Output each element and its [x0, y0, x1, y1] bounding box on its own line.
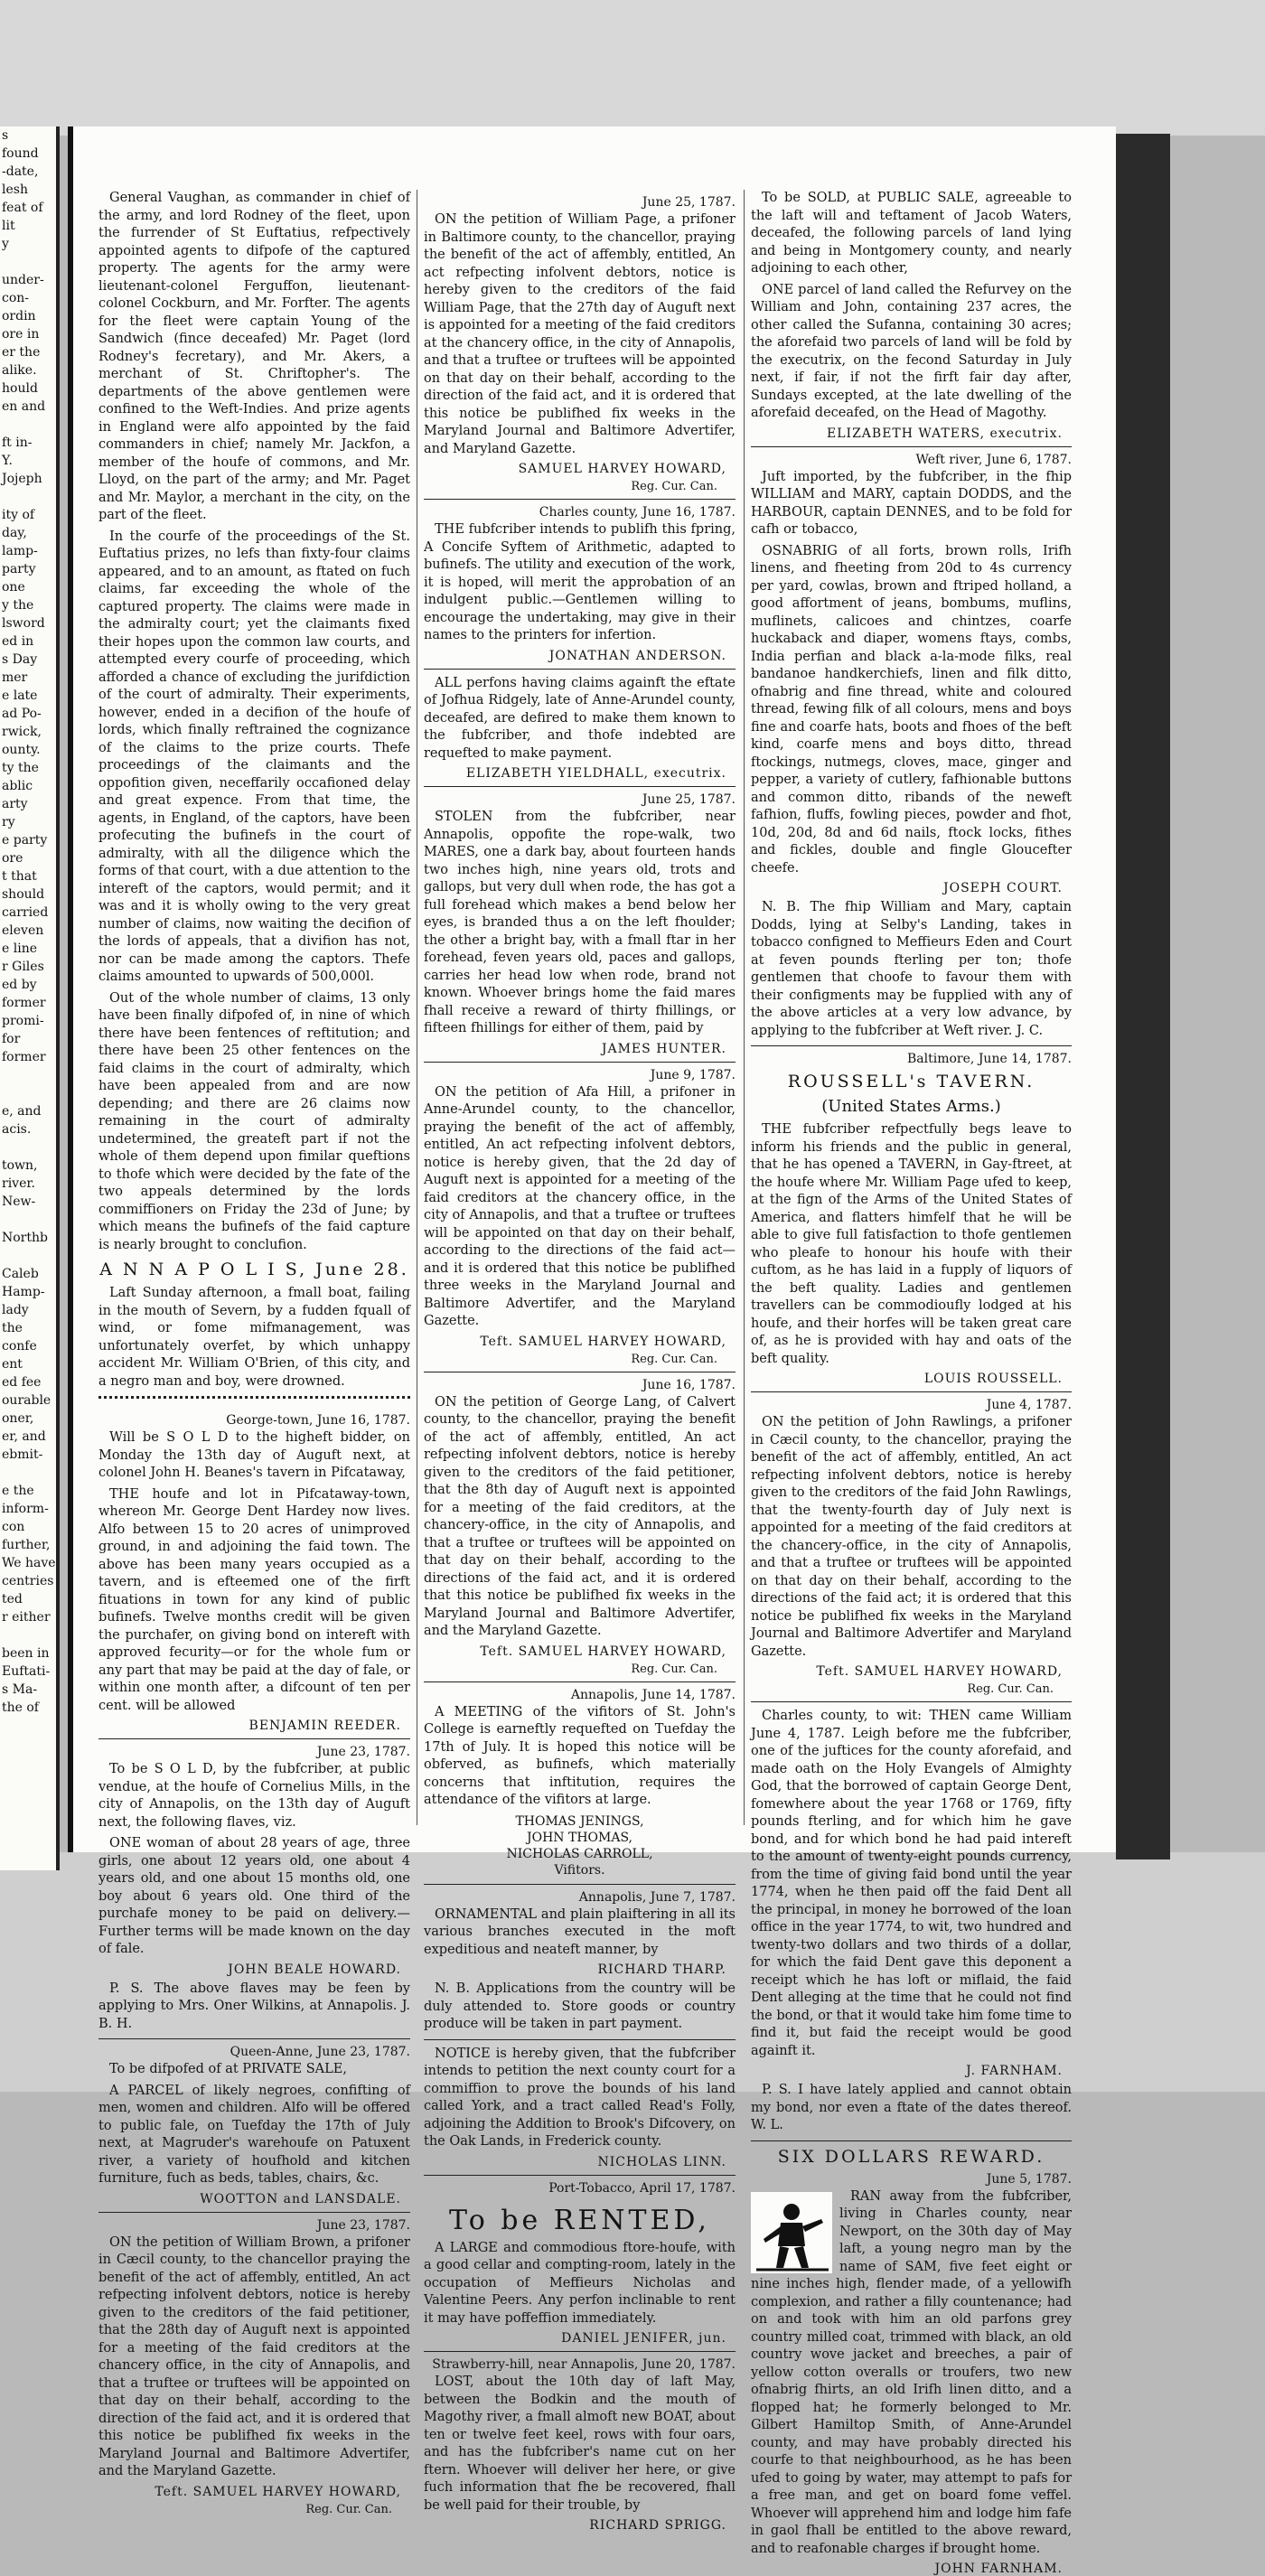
column-3: [751, 190, 1072, 2576]
ad-paragraph: P. S. I have lately applied and cannot obtain my bond, nor even a ftate of the dates thereof. W. L.: [751, 2083, 1072, 2132]
left-page-text-fragment: r Giles: [2, 960, 44, 974]
left-page-text-fragment: oner,: [2, 1411, 34, 1426]
ad-dateline: Queen-Anne, June 23, 1787.: [230, 2045, 410, 2059]
ad-dateline: June 23, 1787.: [316, 2217, 410, 2233]
ad-dateline: Baltimore, June 14, 1787.: [907, 1052, 1072, 1066]
left-page-text-fragment: inform-: [2, 1502, 49, 1516]
ad-separator: [98, 2212, 410, 2213]
ad-signature: J. FARNHAM.: [966, 2064, 1063, 2078]
left-page-text-fragment: ebmit-: [2, 1447, 43, 1462]
ad-paragraph: A PARCEL of likely negroes, confifting of men, women and children. Alfo will be offered to public fale, on Tuefday the 17th of July next, at Magruder's warehoufe on Patuxent river, a variety of houfhold and kitchen furniture, fuch as beds, tables, chairs, &c.: [98, 2083, 410, 2186]
left-page-text-fragment: ore: [2, 851, 23, 866]
ad-separator: [424, 669, 736, 670]
left-page-text-fragment: e line: [2, 941, 37, 956]
left-page-text-fragment: ed fee: [2, 1375, 42, 1390]
left-page-text-fragment: [0, 1464, 56, 1482]
tavern-heading: ROUSSELL's TAVERN.: [787, 1072, 1035, 1091]
ad-separator: [751, 2140, 1072, 2141]
left-page-text-fragment: river.: [2, 1176, 35, 1191]
left-page-text-fragment: r either: [2, 1610, 51, 1625]
ad-signature: Teft. SAMUEL HARVEY HOWARD,: [155, 2484, 401, 2499]
ad-signature: RICHARD THARP.: [597, 1962, 726, 1977]
left-page-text-fragment: one: [2, 580, 25, 595]
ad-signature: BENJAMIN REEDER.: [248, 1719, 401, 1733]
left-page-text-fragment: ounty.: [2, 743, 41, 757]
ad-paragraph: To be S O L D, by the fubfcriber, at public vendue, at the houfe of Cornelius Mills, in the city of Annapolis, on the 13th day of Auguft next, the following flaves, viz.: [98, 1762, 410, 1830]
reward-heading: SIX DOLLARS REWARD.: [777, 2146, 1045, 2167]
ad-signature: JOSEPH COURT.: [943, 881, 1063, 895]
left-page-text-fragment: ablic: [2, 779, 33, 793]
left-page-text-fragment: centries: [2, 1574, 54, 1588]
left-page-text-fragment: further,: [2, 1538, 51, 1552]
left-page-text-fragment: day,: [2, 526, 27, 540]
left-page-text-fragment: ad Po-: [2, 707, 42, 721]
column-1: [98, 190, 410, 2516]
ad-separator: [424, 2351, 736, 2352]
ad-signature-title: Reg. Cur. Can.: [631, 1352, 717, 1366]
left-page-text-fragment: lsword: [2, 616, 45, 631]
ad-signature: RICHARD SPRIGG.: [589, 2518, 726, 2533]
ad-signature: Teft. SAMUEL HARVEY HOWARD,: [816, 1664, 1063, 1679]
left-page-text-fragment: [0, 1735, 56, 1753]
ad-dateline: June 16, 1787.: [642, 1377, 736, 1392]
left-page-text-fragment: been in: [2, 1646, 50, 1661]
ad-dateline: June 25, 1787.: [642, 195, 736, 210]
left-page-text-fragment: the: [2, 1321, 23, 1335]
ad-paragraph: A MEETING of the vifitors of St. John's College is earneftly requefted on Tuefday the 17th of July. It is hoped this notice will be obferved, as bufinefs, which materially concerns that inftitution, requires the attendance of the vifitors at large.: [424, 1704, 736, 1807]
ad-paragraph: THE fubfcriber intends to publifh this fpring, A Concife Syftem of Arithmetic, adapted to bufinefs. The utility and execution of the work, it is hoped, will merit the approbation of an indulgent public.—Gentlemen willing to encourage the undertaking, may give in their names to the printers for infertion.: [424, 522, 736, 642]
left-page-text-fragment: party: [2, 562, 36, 576]
left-page-text-fragment: ourable: [2, 1393, 52, 1408]
left-page-text-fragment: eleven: [2, 923, 44, 938]
left-page-text-fragment: lamp-: [2, 544, 38, 558]
ad-signature: SAMUEL HARVEY HOWARD,: [518, 462, 726, 476]
ad-paragraph: Juft imported, by the fubfcriber, in the fhip WILLIAM and MARY, captain DODDS, and the HARBOUR, captain DENNES, and to be fold for cafh or tobacco,: [751, 469, 1072, 537]
left-page-text-fragment: [0, 1138, 56, 1157]
left-page-text-fragment: Jojeph: [2, 472, 42, 486]
ad-paragraph: LOST, about the 10th day of laft May, between the Bodkin and the mouth of Magothy river, a fmall almoft new BOAT, about ten or twelve feet keel, rows with four oars, and has the fubfcriber's name cut on her ftern. Whoever will deliver her here, or give fuch information that fhe be recovered, fhall be well paid for their trouble, by: [424, 2375, 736, 2513]
ad-separator: [751, 1391, 1072, 1392]
visitor-name: THOMAS JENINGS,: [515, 1813, 644, 1829]
ad-separator: [424, 499, 736, 500]
left-page-text-fragment: ted: [2, 1592, 23, 1606]
left-page-text-fragment: con: [2, 1520, 25, 1534]
left-page-text-fragment: We have: [2, 1556, 56, 1570]
ad-dateline: Port-Tobacco, April 17, 1787.: [548, 2180, 736, 2196]
left-page-text-fragment: [0, 1211, 56, 1229]
background-top: [0, 0, 1265, 136]
ad-paragraph: RAN away from the fubfcriber, living in Charles county, near Newport, on the 30th day of May laft, a young negro man by the name of SAM, five feet eight or nine inches high, flender made, of a yellowifh complexion, and rather a filly countenance; had on and took with him an old parfons grey country milled coat, trimmed with black, an old country wove jacket and breeches, a pair of yellow cotton overalls or troufers, two new ofnabrig fhirts, an old Irifh linen ditto, and a flopped hat; he formerly belonged to Mr. Gilbert Hamiltop Smith, of Anne-Arundel county, and may have probably directed his courfe to that neighbourhood, as he has been ufed to going by water, may attempt to pafs for a free man, and get on board fome veffel. Whoever will apprehend him and lodge him fafe in gaol fhall be entitled to the above reward, and to reafonable charges if brought home.: [751, 2188, 1072, 2556]
section-divider: [98, 1396, 410, 1408]
ad-paragraph: ON the petition of Afa Hill, a prifoner in Anne-Arundel county, to the chancellor, praying the benefit of the act of affembly, entitled, An act refpecting infolvent debtors, notice is hereby given, that the 2d day of Auguft next is appointed for a meeting of the faid creditors at the chancery office, in the city of Annapolis, and that a truftee or truftees will be appointed on that day on their behalf, according to the directions of the faid act—and it is ordered that this notice be publifhed three weeks in the Maryland Journal and Baltimore Advertifer, and the Maryland Gazette.: [424, 1084, 736, 1328]
left-page-text-fragment: y the: [2, 598, 34, 613]
ad-separator: [424, 2039, 736, 2040]
ad-paragraph: OSNABRIG of all forts, brown rolls, Irifh linens, and fheeting from 20d to 4s currency per yard, cowlas, brown and ftriped holland, a good affortment of jeans, bombums, muflins, muflinets, calicoes and chintzes, coarfe huckaback and diaper, womens ftays, combs, India perfian and black a-la-mode filks, real bandanoe handkerchiefs, linen and filk ditto, ofnabrig and fine thread, white and coloured thread, fewing filk of all colours, mens and boys fine and coarfe hats, boots and fhoes of the beft kind, coarfe mens and boys ditto, thread ftockings, nutmegs, cloves, mace, ginger and pepper, a variety of cutlery, fafhionable buttons and common ditto, ribands of the neweft fafhion, fluffs, fowling pieces, powder and fhot, 10d, 20d, 8d and 6d nails, ftock locks, fithes and fickles, double and fingle Gloucefter cheefe.: [751, 543, 1072, 876]
left-page-text-fragment: ty the: [2, 761, 39, 775]
ad-dateline: Strawberry-hill, near Annapolis, June 20, 1787.: [432, 2357, 736, 2372]
left-page-text-fragment: hould: [2, 381, 38, 396]
left-page-text-fragment: under-: [2, 273, 44, 287]
newspaper-page: [68, 126, 1116, 2576]
ad-dateline: June 25, 1787.: [642, 792, 736, 807]
ad-paragraph: P. S. The above flaves may be feen by applying to Mrs. Oner Wilkins, at Annapolis. J. B. H.: [98, 1981, 410, 2031]
ad-paragraph: ONE parcel of land called the Refurvey on the William and John, containing 237 acres, the other called the Sufanna, containing 30 acres; the aforefaid two parcels of land will be fold by the executrix, on the fecond Saturday in July next, if fair, if not the firft fair day after, Sundays excepted, at the late dwelling of the aforefaid deceafed, on the Head of Magothy.: [751, 282, 1072, 420]
left-page-text-fragment: New-: [2, 1194, 36, 1209]
left-page-text-fragment: Y.: [2, 454, 13, 468]
left-page-text-fragment: ity of: [2, 508, 35, 522]
left-page-text-fragment: found: [2, 146, 39, 161]
ad-paragraph: ALL perfons having claims againft the eftate of Jofhua Ridgely, late of Anne-Arundel county, deceafed, are defired to make them known to the fubfcriber, and thofe indebted are requefted to make payment.: [424, 675, 736, 761]
ad-paragraph: N. B. The fhip William and Mary, captain Dodds, lying at Selby's Landing, takes in tobacco configned to Meffieurs Eden and Court at feven pounds fterling per ton; thofe gentlemen that choofe to favour them with their configments may be fupplied with any of the above articles at a very low advance, by applying to the fubfcriber at Weft river. J. C.: [751, 900, 1072, 1038]
ad-dateline: June 4, 1787.: [986, 1398, 1072, 1412]
left-page-text-fragment: lady: [2, 1303, 29, 1317]
left-page-text-fragment: rwick,: [2, 725, 42, 739]
ad-paragraph: N. B. Applications from the country will be duly attended to. Store goods or country produce will be taken in part payment.: [424, 1981, 736, 2031]
ad-dateline: Annapolis, June 14, 1787.: [570, 1687, 736, 1702]
left-page-text-fragment: lesh: [2, 183, 28, 197]
visitors-label: Vifitors.: [554, 1862, 605, 1878]
ad-separator: [424, 1884, 736, 1885]
left-page-text-fragment: the of: [2, 1700, 39, 1715]
left-page-text-fragment: acis.: [2, 1122, 32, 1137]
ad-paragraph: THE houfe and lot in Pifcataway-town, whereon Mr. George Dent Hardey now lives. Alfo between 15 to 20 acres of unimproved ground, in and adjoining the faid town. The above has been many years occupied as a tavern, and is efteemed one of the firft fituations in town for any kind of public bufinefs. Twelve months credit will be given the purchafer, on giving bond on intereft with approved fecurity—or for the whole fum or any part that may be paid at the day of fale, or within one month after, a difcount of ten per cent. will be allowed: [98, 1486, 410, 1713]
ad-separator: [751, 1045, 1072, 1046]
left-page-text-fragment: [0, 1084, 56, 1102]
ad-dateline: June 5, 1787.: [986, 2171, 1072, 2187]
left-page-text-fragment: [0, 253, 56, 271]
left-page-text-fragment: ed in: [2, 634, 34, 649]
left-page-text-fragment: should: [2, 887, 45, 902]
ad-signature-title: Reg. Cur. Can.: [631, 1662, 717, 1676]
ad-signature: JOHN FARNHAM.: [934, 2562, 1063, 2576]
ad-separator: [751, 446, 1072, 447]
left-page-text-fragment: carried: [2, 905, 49, 920]
left-page-text-fragment: [0, 1626, 56, 1644]
ad-signature: ELIZABETH WATERS, executrix.: [827, 426, 1063, 441]
ad-separator: [98, 2038, 410, 2039]
left-page-text-fragment: e late: [2, 688, 38, 703]
left-page-text-fragment: ft in-: [2, 436, 33, 450]
ad-paragraph: NOTICE is hereby given, that the fubfcriber intends to petition the next county court for a commiffion to prove the bounds of his land called York, and a tract called Read's Folly, adjoining the Addition to Brook's Difcovery, on the Oak Lands, in Frederick county.: [424, 2046, 736, 2149]
rental-heading: To be RENTED,: [449, 2204, 710, 2236]
left-page-text-fragment: s Ma-: [2, 1682, 38, 1697]
left-page-text-fragment: former: [2, 1050, 46, 1064]
ad-signature-title: Reg. Cur. Can.: [631, 480, 717, 493]
visitor-name: NICHOLAS CARROLL,: [506, 1846, 653, 1861]
ad-paragraph: ON the petition of William Brown, a prifoner in Cæcil county, to the chancellor praying the benefit of the act of affembly, entitled, An act refpecting infolvent debtors, notice is hereby given to the creditors of the faid petitioner, that the 28th day of Auguft next is appointed for a meeting of the faid creditors at the chancery office, in the city of Annapolis, and that a truftee or truftees will be appointed on that day on their behalf, according to the direction of the faid act, and it is ordered that this notice be publifhed fix weeks in the Maryland Journal and Baltimore Advertifer, and the Maryland Gazette.: [98, 2234, 410, 2478]
ad-paragraph: ON the petition of George Lang, of Calvert county, to the chancellor, praying the benefit of the act of affembly, entitled, An act refpecting infolvent debtors, notice is hereby given to the creditors of the faid petitioner, that the 8th day of Auguft next is appointed for a meeting of the faid creditors, at the chancery-office, in the city of Annapolis, and that a truftee or truftees will be appointed on that day on their behalf, according to the directions of the faid act, and it is ordered that this notice be publifhed fix weeks in the Maryland Journal and Baltimore Advertifer, and the Maryland Gazette.: [424, 1394, 736, 1638]
dateline-heading: A N N A P O L I S, June 28.: [99, 1260, 409, 1279]
left-page-text-fragment: ed by: [2, 978, 37, 992]
book-binding: [1116, 134, 1170, 1859]
ad-dateline: June 9, 1787.: [650, 1067, 736, 1082]
left-page-text-fragment: feat of: [2, 201, 43, 215]
left-page-text-fragment: -date,: [2, 164, 39, 179]
ad-paragraph: THE fubfcriber refpectfully begs leave to inform his friends and the public in general, that he has opened a TAVERN, in Gay-ftreet, at the houfe where Mr. William Page ufed to keep, at the fign of the Arms of the United States of America, and flatters himfelf that he will be able to give full fatisfaction to thofe gentlemen who pleafe to honour his houfe with their cuftom, as he has laid in a fupply of liquors of the beft quality. Ladies and gentlemen travellers can be commodioufly lodged at his houfe, and their horfes will be taken great care of, as he is provided with hay and oats of the beft quality.: [751, 1122, 1072, 1366]
left-page-text-fragment: ry: [2, 815, 15, 829]
ad-paragraph: ONE woman of about 28 years of age, three girls, one about 12 years old, one about 4 years old, and one about 15 months old, one boy about 6 years old. One third of the purchafe money to be paid on delivery.—Further terms will be made known on the day of fale.: [98, 1836, 410, 1956]
left-page-text-fragment: confe: [2, 1339, 37, 1354]
ad-separator: [424, 786, 736, 787]
ad-paragraph: ORNAMENTAL and plain plaiftering in all its various branches executed in the moft expeditious and neateft manner, by: [424, 1906, 736, 1957]
left-page-text-fragment: con-: [2, 291, 30, 305]
ad-paragraph: A LARGE and commodious ftore-houfe, with a good cellar and compting-room, lately in the occupation of Meffieurs Nicholas and Valentine Peers. Any perfon inclinable to rent it may have poffeffion immediately.: [424, 2240, 736, 2326]
left-page-text-fragment: s Day: [2, 652, 38, 667]
tavern-subheading: (United States Arms.): [821, 1097, 1001, 1116]
ad-paragraph: ON the petition of William Page, a prifoner in Baltimore county, to the chancellor, praying the benefit of the act of affembly, entitled, An act refpecting infolvent debtors, notice is hereby given to the creditors of the faid William Page, that the 27th day of Auguft next is appointed for a meeting of the faid creditors at the chancery office, in the city of Annapolis, and that a truftee or truftees will be appointed on that day on their behalf, according to the direction of the faid act, and it is ordered that this notice be publifhed fix weeks in the Maryland Journal and Baltimore Advertifer, and Maryland Gazette.: [424, 212, 736, 456]
visitor-name: JOHN THOMAS,: [526, 1830, 632, 1845]
article-paragraph: Out of the whole number of claims, 13 only have been finally difpofed of, in nine of which there have been fentences of reftitution; and there have been 25 other fentences on the faid claims in the court of admiralty, which have been appealed from and are now depending; and there are 26 claims now remaining in the court of admiralty undetermined, the greateft part if not the whole of them depend upon fimilar queftions to thofe which were decided by the fate of the two appeals determined by the lords commiffioners on Friday the 23d of June; by which means the bufinefs of the faid capture is nearly brought to conclufion.: [98, 990, 410, 1252]
ad-dateline: Annapolis, June 7, 1787.: [578, 1889, 736, 1905]
ad-separator: [424, 1681, 736, 1682]
ad-paragraph: STOLEN from the fubfcriber, near Annapolis, oppofite the rope-walk, two MARES, one a dark bay, about fourteen hands two inches high, nine years old, trots and gallops, but very dull when rode, the has got a full forehead which makes a bend below her eyes, is branded thus a on the left fhoulder; the other a bright bay, with a fmall ftar in her forehead, feven years old, paces and gallops, carries her head low when rode, brand not known. Whoever brings home the faid mares fhall receive a reward of thirty fhillings, or fifteen fhillings for either of them, paid by: [424, 810, 736, 1035]
article-paragraph: General Vaughan, as commander in chief of the army, and lord Rodney of the fleet, upon the furrender of St Euftatius, refpectively appointed agents to difpofe of the captured property. The agents for the army were lieutenant-colonel Ferguffon, lieutenant-colonel Cockburn, and Mr. Forfter. The agents for the fleet were captain Young of the Sandwich (fince deceafed) Mr. Paget (lord Rodney's fecretary), and Mr. Akers, a merchant of St. Chriftopher's. The departments of the above gentlemen were confined to the Weft-Indies. And prize agents in England were alfo appointed by the faid commanders in chief; namely Mr. Jackfon, a member of the houfe of commons, and Mr. Lloyd, on the part of the army; and Mr. Paget and Mr. Maylor, a merchant in the city, on the part of the fleet.: [98, 191, 410, 522]
left-page-text-fragment: y: [2, 237, 9, 251]
left-page-text-fragment: en and: [2, 399, 46, 414]
ad-signature-title: Reg. Cur. Can.: [967, 1682, 1054, 1696]
left-page-text-fragment: arty: [2, 797, 28, 811]
left-page-text-fragment: ent: [2, 1357, 23, 1372]
left-page-text-fragment: mer: [2, 670, 28, 685]
ad-paragraph: ON the petition of John Rawlings, a prifoner in Cæcil county, to the chancellor, praying the benefit of the act of affembly, entitled, An act refpecting infolvent debtors, notice is hereby given to the creditors of the faid John Rawlings, that the twenty-fourth day of July next is appointed for a meeting of the faid creditors at the chancery-office, in the city of Annapolis, and that a truftee or truftees will be appointed on that day on their behalf, according to the directions of the faid act; it is ordered that this notice be publifhed fix weeks in the Maryland Journal and Baltimore Advertifer and Maryland Gazette.: [751, 1415, 1072, 1659]
ad-dateline: Weft river, June 6, 1787.: [915, 452, 1072, 467]
left-page-text-fragment: e the: [2, 1484, 34, 1498]
ad-signature: Teft. SAMUEL HARVEY HOWARD,: [480, 1334, 726, 1349]
left-page-text-fragment: Caleb: [2, 1267, 39, 1281]
ad-signature: JAMES HUNTER.: [601, 1041, 726, 1056]
ad-signature: WOOTTON and LANSDALE.: [200, 2191, 401, 2206]
ad-paragraph: To be SOLD, at PUBLIC SALE, agreeable to the laft will and teftament of Jacob Waters, deceafed, the following parcels of land lying and being in Montgomery county, and nearly adjoining to each other,: [751, 191, 1072, 276]
left-page-text-fragment: [0, 1066, 56, 1084]
ad-separator: [751, 1701, 1072, 1702]
left-page-text-fragment: Hamp-: [2, 1285, 45, 1299]
visitors-list: [424, 1813, 736, 1878]
left-page-text-fragment: er, and: [2, 1429, 46, 1444]
left-page-text-fragment: [0, 488, 56, 506]
ad-paragraph: Will be S O L D to the higheft bidder, on Monday the 13th day of Auguft next, at colonel John H. Beanes's tavern in Pifcataway,: [98, 1430, 410, 1480]
left-page-text-fragment: former: [2, 996, 46, 1010]
ad-paragraph: To be difpofed of at PRIVATE SALE,: [109, 2062, 347, 2076]
left-page-text-fragment: [0, 1247, 56, 1265]
ad-paragraph: Charles county, to wit: THEN came William June 4, 1787. Leigh before me the fubfcriber, one of the juftices for the county aforefaid, and made oath on the Holy Evangels of Almighty God, that the borrowed of captain George Dent, fomewhere about the year 1768 or 1769, fifty pounds fterling, and for which him he gave bond, and for which bond he had paid intereft to the amount of twenty-eight pounds currency, from the time of giving faid bond until the year 1774, when he then paid off the faid Dent all the principal, in money he borrowed of the loan office in the year 1774, to wit, two hundred and twenty-two dollars and two thirds of a dollar, for which the faid Dent gave this deponent a receipt which he has loft or miflaid, the faid Dent alleging at the time that he could not find the bond, or that it would take him fome time to find it, but faid the receipt would be good againft it.: [751, 1709, 1072, 2058]
ad-signature: ELIZABETH YIELDHALL, executrix.: [465, 766, 726, 781]
ad-dateline: Charles county, June 16, 1787.: [539, 505, 736, 520]
left-page-text-fragment: ordin: [2, 309, 36, 323]
left-page-text-fragment: [0, 416, 56, 434]
ad-dateline: George-town, June 16, 1787.: [226, 1413, 410, 1428]
ad-signature: JONATHAN ANDERSON.: [548, 648, 726, 663]
left-page-text-fragment: Northb: [2, 1231, 48, 1245]
left-page-text-fragment: t that: [2, 869, 37, 884]
left-page-text-fragment: s: [2, 128, 9, 143]
ad-signature: LOUIS ROUSSELL.: [923, 1372, 1063, 1386]
ad-separator: [98, 1738, 410, 1739]
left-page-text-fragment: ore in: [2, 327, 40, 342]
left-page-text-fragment: town,: [2, 1158, 38, 1173]
ad-separator: [424, 1062, 736, 1063]
left-page-text-fragment: [0, 1717, 56, 1735]
left-page-text-fragment: lit: [2, 219, 15, 233]
left-page-text-fragment: e, and: [2, 1104, 42, 1119]
left-page-text-fragment: for: [2, 1032, 21, 1046]
left-page-text-fragment: er the: [2, 345, 41, 360]
ad-separator: [424, 2175, 736, 2176]
ad-signature-title: Reg. Cur. Can.: [305, 2502, 392, 2516]
runaway-figure-icon: [751, 2192, 832, 2273]
left-page-fragment: [0, 126, 60, 1870]
left-page-text-fragment: Euftati-: [2, 1664, 51, 1679]
column-2: [424, 190, 736, 2533]
ad-dateline: June 23, 1787.: [316, 1745, 410, 1759]
ad-signature: DANIEL JENIFER, jun.: [561, 2331, 726, 2346]
article-paragraph: In the courfe of the proceedings of the St. Euftatius prizes, no lefs than fixty-four claims appeared, and to an amount, as ftated on fuch claims, far exceeding the whole of the captured property. The claims were made in the admiralty court; yet the claimants fixed their hopes upon the common law courts, and attempted every courfe of proceeding, which afforded a chance of excluding the jurifdiction of the court of admiralty. Their experiments, however, ended in a decifion of the houfe of lords, which finally reftrained the cognizance of the claims to the prize courts. Thefe proceedings of the claimants and the oppofition given, neceffarily occafioned delay and great expence. From that time, the agents, in England, of the captors, have been profecuting the bufinefs in the court of admiralty, with all the diligence which the forms of that court, with a due attention to the intereft of the captors, would permit; and it was and it is wholly owing to the very great number of claims, now waiting the decifion of the lords of appeals, that a divifion has not, nor can be made among the captors. Thefe claims amounted to upwards of 500,000l.: [98, 529, 410, 984]
left-page-text-fragment: alike.: [2, 363, 37, 378]
ad-signature: Teft. SAMUEL HARVEY HOWARD,: [480, 1644, 726, 1659]
ad-signature: JOHN BEALE HOWARD.: [228, 1962, 401, 1977]
article-paragraph: Laft Sunday afternoon, a fmall boat, failing in the mouth of Severn, by a fudden fquall of wind, or fome mifmanagement, was unfortunately overfet, by which unhappy accident Mr. William O'Brien, of this city, and a negro man and boy, were drowned.: [98, 1286, 410, 1389]
column-rule: [744, 190, 745, 1825]
left-page-text-fragment: e party: [2, 833, 48, 848]
ad-signature: NICHOLAS LINN.: [597, 2154, 726, 2169]
left-page-text-fragment: promi-: [2, 1014, 44, 1028]
